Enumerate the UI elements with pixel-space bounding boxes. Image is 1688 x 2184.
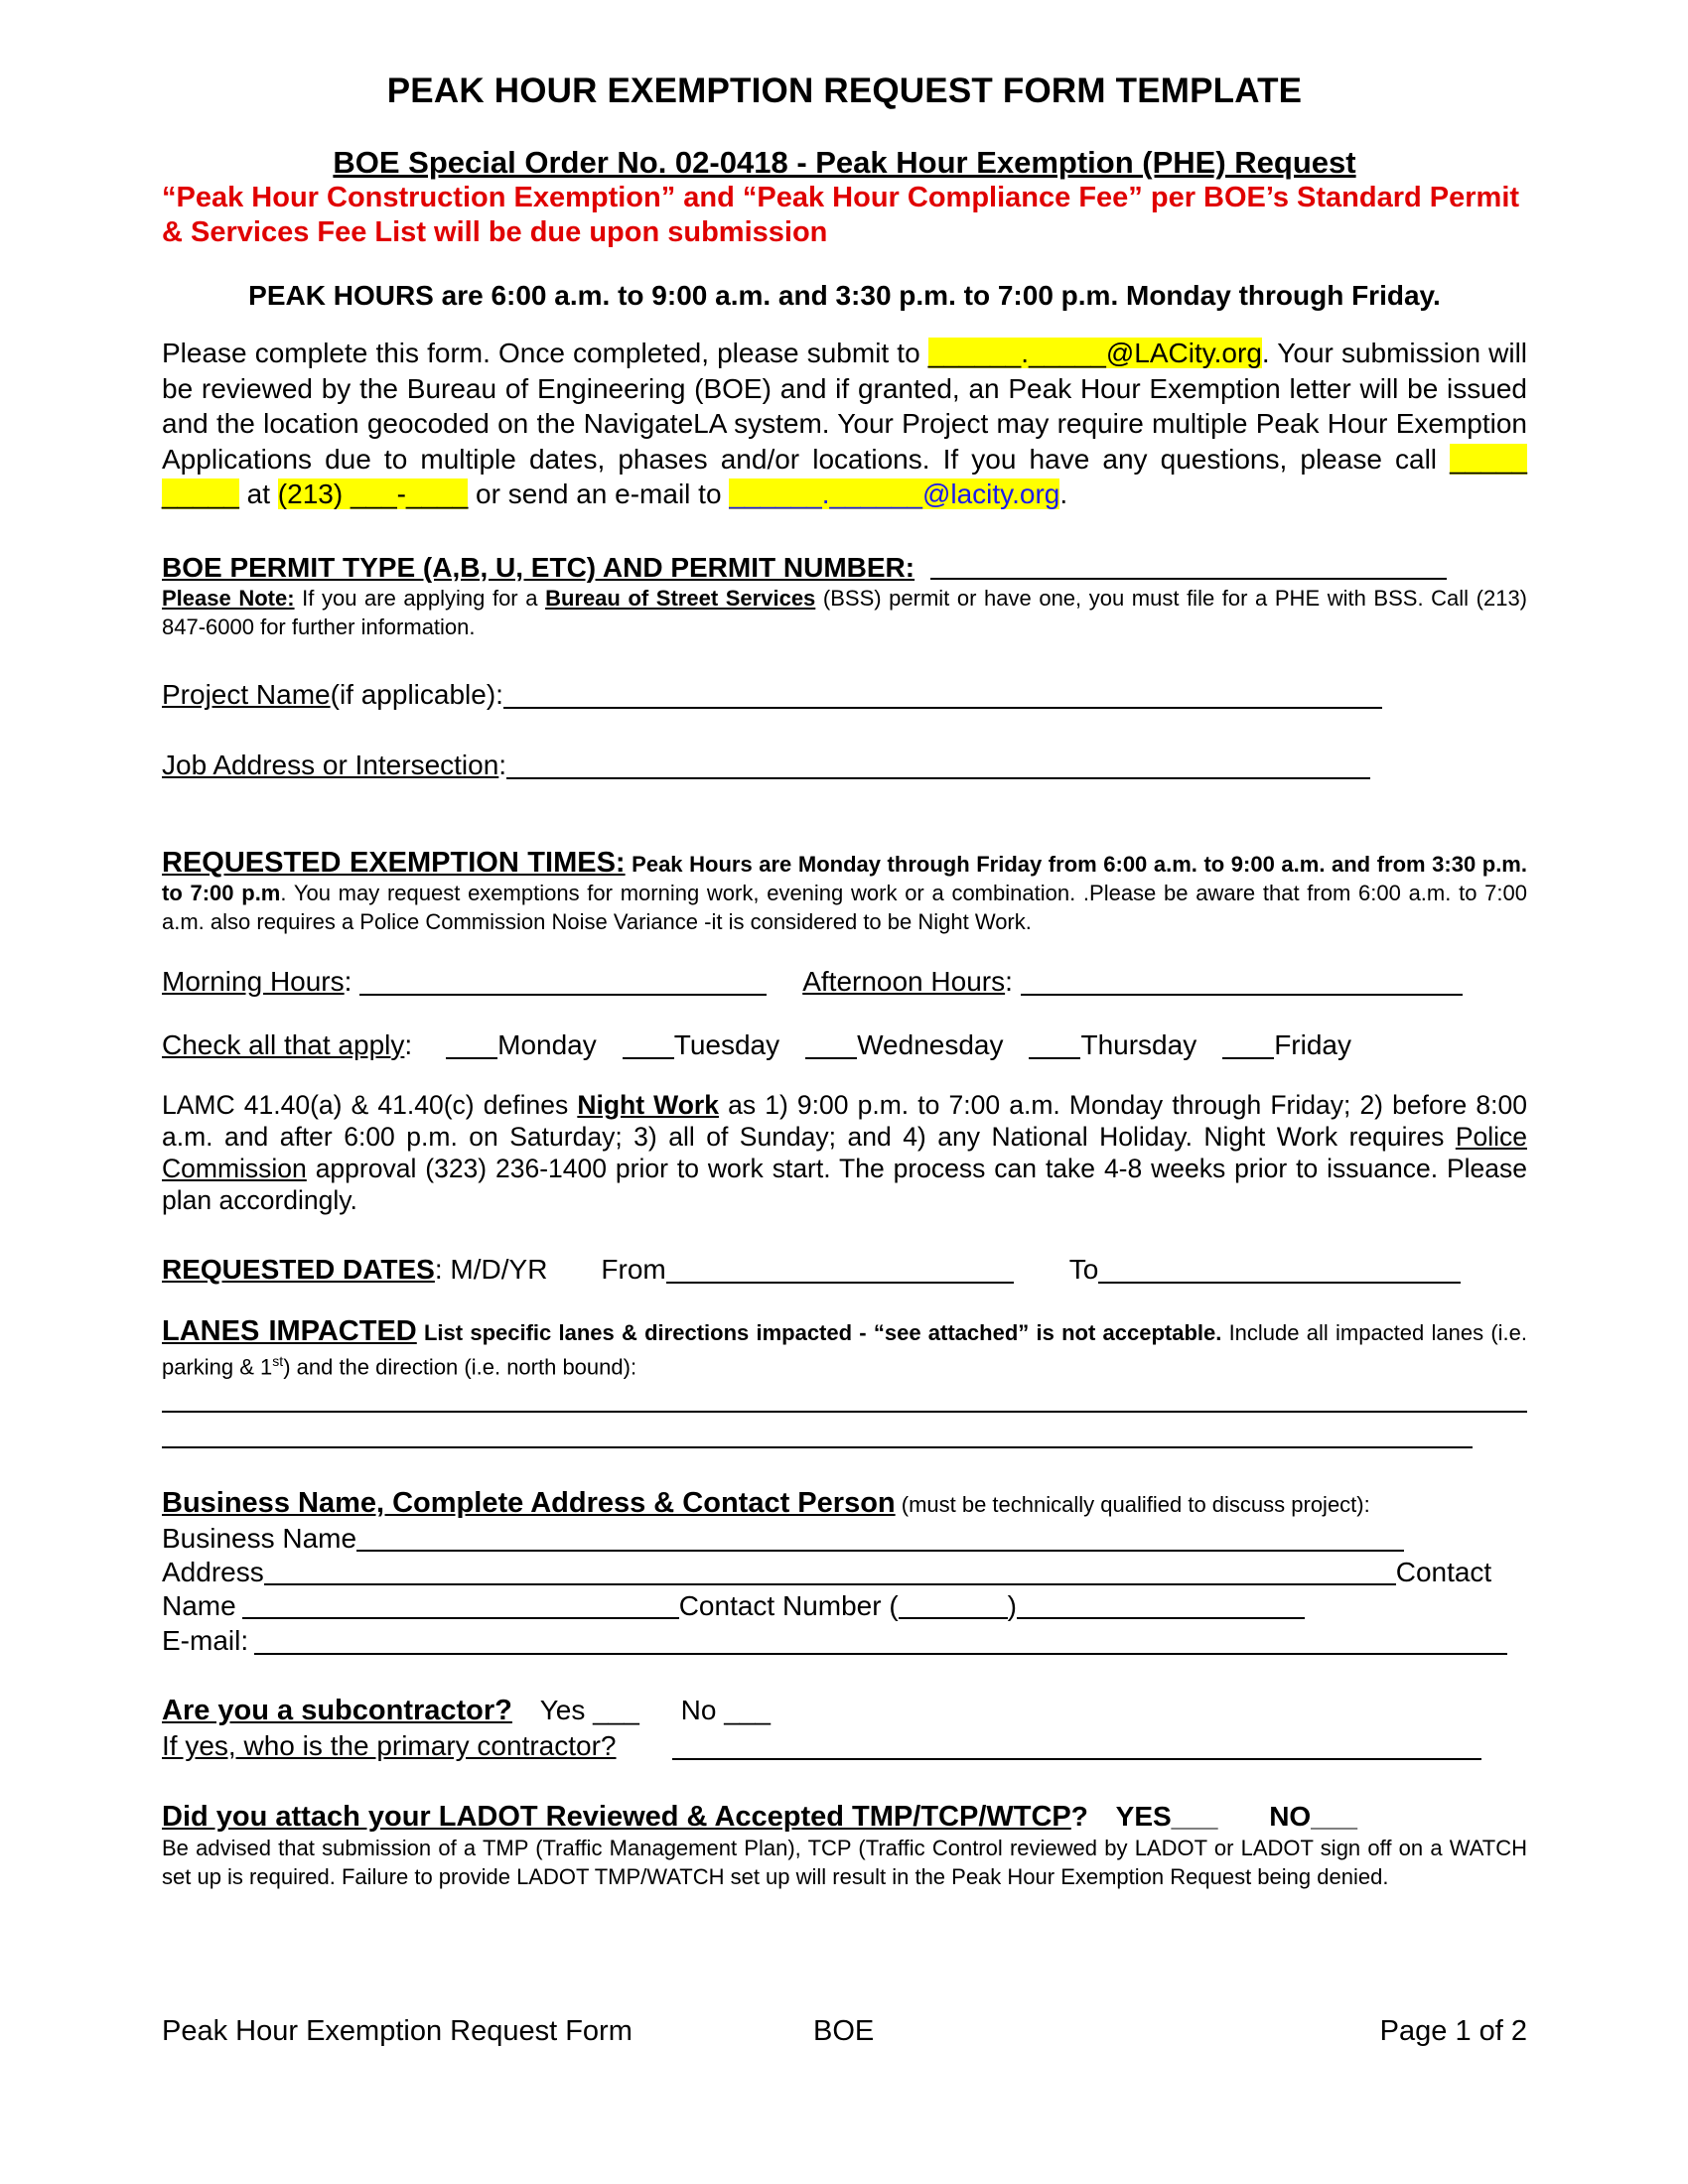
intro-text-1: Please complete this form. Once completed, please submit to [162, 338, 928, 368]
job-address-suffix: : [498, 749, 507, 780]
exemption-times-bold: Peak Hours are Monday through Friday from 6:00 a.m. to 9:00 a.m. and from 3:30 p.m. to 7:00 p.m [162, 851, 1527, 905]
subcontractor-question: Are you a subcontractor? [162, 1694, 512, 1726]
lanes-rest-a: Include all impacted lanes (i.e. parking & 1 [162, 1319, 1527, 1379]
project-name-field[interactable] [503, 683, 1382, 709]
primary-contractor-field[interactable] [672, 1734, 1481, 1760]
ladot-notice: Be advised that submission of a TMP (Traffic Management Plan), TCP (Traffic Control reviewed by LADOT or LADOT sign off on a WATCH set up is required. Failure to provide LADOT TMP/WATCH set up will result in the Peak Hour Exemption Request being denied. [162, 1835, 1527, 1889]
permit-note-text-2: (BSS) permit or have one, you must file for a PHE with BSS. Call (213) 847-6000 for further information. [162, 585, 1528, 639]
form-title: PEAK HOUR EXEMPTION REQUEST FORM TEMPLATE [386, 71, 1303, 110]
wednesday-checkbox[interactable] [805, 1033, 857, 1059]
primary-contractor-row [162, 1728, 1527, 1764]
lanes-rest-b: ) and the direction (i.e. north bound): [283, 1353, 637, 1379]
subcontractor-yes[interactable]: Yes ___ [539, 1694, 639, 1725]
ladot-yes[interactable]: YES___ [1115, 1800, 1218, 1832]
intro-text-5: . [1059, 478, 1068, 509]
friday-checkbox[interactable] [1222, 1033, 1274, 1059]
project-name-suffix: (if applicable): [330, 678, 503, 710]
to-label: To [1068, 1253, 1099, 1285]
business-name-row [162, 1522, 1527, 1556]
night-work-paragraph [162, 1089, 1527, 1216]
business-heading-row [162, 1486, 1527, 1522]
contact-name-row [162, 1589, 1527, 1623]
job-address-label: Job Address or Intersection [162, 749, 499, 780]
primary-contractor-label: If yes, who is the primary contractor? [162, 1729, 617, 1761]
intro-text-3: at [238, 478, 278, 509]
permit-note-label: Please Note: [162, 585, 295, 611]
call-name-placeholder[interactable]: _____ _____ [162, 443, 1527, 509]
day-thursday: Thursday [1080, 1028, 1197, 1060]
contact-label: Contact [1395, 1556, 1492, 1587]
colon: : [404, 1028, 413, 1060]
paren: ) [1007, 1589, 1017, 1621]
fee-notice: “Peak Hour Construction Exemption” and “Peak Hour Compliance Fee” per BOE’s Standard Permit & Services Fee List will be due upon submission [162, 182, 1520, 248]
lanes-bold: List specific lanes & directions impacted - “see attached” is not acceptable. [416, 1319, 1222, 1345]
police-commission: Police Commission [162, 1121, 1527, 1183]
night-work-text-2: as 1) 9:00 p.m. to 7:00 a.m. Monday through Friday; 2) before 8:00 a.m. and after 6:00 p.m. on Saturday; 3) all of Sunday; and 4) any National Holiday. Night Work requires [162, 1089, 1527, 1152]
colon: : [1005, 965, 1021, 997]
dates-row [162, 1252, 1527, 1288]
email-label: E-mail: [162, 1624, 249, 1656]
permit-label: BOE PERMIT TYPE (A,B, U, ETC) AND PERMIT NUMBER: [162, 551, 915, 583]
job-address-field[interactable] [506, 753, 1370, 779]
afternoon-hours-field[interactable] [1021, 970, 1463, 996]
lanes-field-1[interactable] [162, 1411, 1527, 1413]
exemption-times-rest: . You may request exemptions for morning work, evening work or a combination. .Please be aware that from 6:00 a.m. to 7:00 a.m. also requires a Police Commission Noise Variance -it is considered to be Night Work. [162, 880, 1527, 934]
permit-row [162, 552, 1527, 584]
bss-label: Bureau of Street Services [545, 585, 816, 611]
footer-department: BOE [813, 2015, 875, 2047]
days-label: Check all that apply [162, 1028, 405, 1060]
dates-format: : M/D/YR [434, 1253, 548, 1285]
address-row [162, 1556, 1527, 1589]
day-tuesday: Tuesday [673, 1028, 780, 1060]
lanes-sup: st [272, 1352, 284, 1369]
colon: : [344, 965, 360, 997]
hours-row [162, 964, 1527, 1000]
footer-page-number: Page 1 of 2 [1379, 2015, 1527, 2047]
submit-email-placeholder[interactable]: ______._____@LACity.org [927, 338, 1262, 368]
tuesday-checkbox[interactable] [623, 1033, 674, 1059]
phone-placeholder[interactable]: (213) ___-____ [277, 478, 469, 509]
footer-form-name: Peak Hour Exemption Request Form [162, 2015, 633, 2047]
permit-note-text-1: If you are applying for a [294, 585, 546, 611]
business-section [162, 1486, 1527, 1659]
address-field[interactable] [264, 1560, 1396, 1585]
email-row [162, 1623, 1527, 1659]
business-name-field[interactable] [356, 1526, 1404, 1552]
project-name-row [162, 677, 1527, 713]
contact-number-field[interactable] [1017, 1593, 1305, 1619]
contact-number-label: Contact Number ( [678, 1589, 899, 1621]
afternoon-hours-label: Afternoon Hours [802, 965, 1006, 997]
night-work-term: Night Work [577, 1089, 719, 1120]
ladot-qmark: ? [1070, 1800, 1088, 1832]
form-subtitle: BOE Special Order No. 02-0418 - Peak Hour Exemption (PHE) Request [333, 145, 1356, 180]
subcontractor-no[interactable]: No ___ [680, 1694, 771, 1725]
business-name-label: Business Name [162, 1522, 357, 1554]
days-row [162, 1027, 1527, 1063]
form-page [162, 71, 1527, 1891]
night-work-text-3: approval (323) 236-1400 prior to work start. The process can take 4-8 weeks prior to issuance. Please plan accordingly. [162, 1153, 1527, 1215]
area-code-field[interactable] [899, 1593, 1008, 1619]
permit-note [162, 584, 1527, 641]
address-label: Address [162, 1556, 264, 1587]
exemption-times-label: REQUESTED EXEMPTION TIMES: [162, 846, 626, 879]
monday-checkbox[interactable] [446, 1033, 497, 1059]
contact-name-field[interactable] [242, 1593, 679, 1619]
contact-name-label: Name [162, 1589, 236, 1621]
dates-label: REQUESTED DATES [162, 1253, 435, 1285]
to-date-field[interactable] [1098, 1258, 1461, 1284]
from-label: From [601, 1253, 666, 1285]
lanes-field-2[interactable] [162, 1446, 1473, 1448]
thursday-checkbox[interactable] [1029, 1033, 1080, 1059]
subcontractor-section [162, 1693, 1527, 1764]
intro-paragraph [162, 336, 1527, 512]
job-address-row [162, 748, 1527, 783]
from-date-field[interactable] [666, 1258, 1014, 1284]
ladot-no[interactable]: NO___ [1269, 1800, 1357, 1832]
morning-hours-label: Morning Hours [162, 965, 345, 997]
day-monday: Monday [497, 1028, 597, 1060]
intro-text-2: . Your submission will be reviewed by the Bureau of Engineering (BOE) and if granted, an Peak Hour Exemption letter will be issued and the location geocoded on the NavigateLA system. Your Project may require multiple Peak Hour Exemption Applications due to multiple dates, phases and/or locations. If you have any questions, please call [162, 338, 1528, 475]
project-name-label: Project Name [162, 678, 331, 710]
exemption-times-paragraph [162, 846, 1527, 936]
ladot-section [162, 1800, 1527, 1891]
lanes-label: LANES IMPACTED [162, 1314, 417, 1347]
peak-hours-statement: PEAK HOURS are 6:00 a.m. to 9:00 a.m. and 3:30 p.m. to 7:00 p.m. Monday through Friday. [248, 280, 1441, 311]
ladot-question: Did you attach your LADOT Reviewed & Accepted TMP/TCP/WTCP [162, 1800, 1071, 1833]
morning-hours-field[interactable] [359, 970, 767, 996]
night-work-text-1: LAMC 41.40(a) & 41.40(c) defines [162, 1089, 578, 1120]
permit-number-field[interactable] [930, 554, 1447, 580]
subcontractor-row [162, 1693, 1527, 1728]
lanes-paragraph [162, 1314, 1527, 1381]
day-friday: Friday [1274, 1028, 1351, 1060]
business-note: (must be technically qualified to discuss project): [895, 1491, 1370, 1517]
email-field[interactable] [254, 1629, 1507, 1655]
contact-email-link[interactable]: ______.______@lacity.org [729, 478, 1060, 509]
business-label: Business Name, Complete Address & Contact Person [162, 1486, 896, 1519]
intro-text-4: or send an e-mail to [468, 478, 730, 509]
ladot-row [162, 1800, 1527, 1834]
day-wednesday: Wednesday [857, 1028, 1004, 1060]
